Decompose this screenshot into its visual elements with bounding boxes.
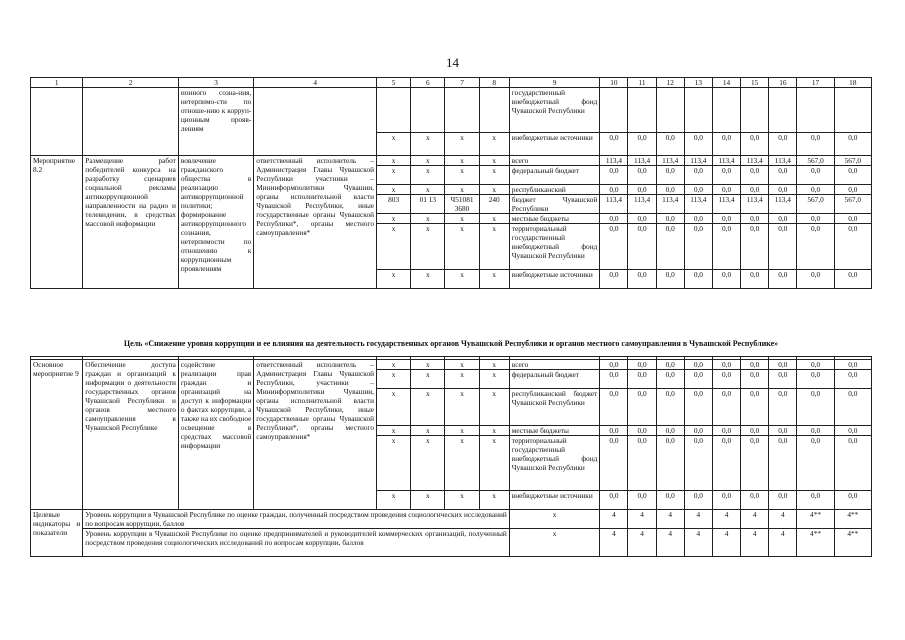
value-cell: 0,0: [628, 491, 656, 510]
measure-label: Мероприятие 8.2: [31, 156, 83, 289]
code-cell: x: [445, 436, 479, 491]
indicator-value: 4: [769, 510, 797, 529]
value-cell: 0,0: [769, 185, 797, 195]
measure-label: Основное мероприятие 9: [31, 360, 83, 510]
value-cell: 0,0: [628, 133, 656, 156]
value-cell: 113,4: [741, 156, 769, 166]
column-number: 14: [712, 78, 740, 88]
funding-source: федеральный бюджет: [509, 166, 600, 185]
value-cell: [628, 88, 656, 133]
code-cell: [445, 88, 479, 133]
value-cell: 0,0: [628, 214, 656, 224]
funding-source: республиканский бюджет Чувашской Республики: [509, 389, 600, 426]
value-cell: 0,0: [684, 224, 712, 270]
code-cell: x: [479, 389, 509, 426]
value-cell: 0,0: [628, 224, 656, 270]
value-cell: 0,0: [797, 389, 834, 426]
code-cell: x: [445, 166, 479, 185]
value-cell: 113,4: [600, 195, 628, 214]
code-cell: x: [479, 370, 509, 389]
value-cell: 0,0: [834, 133, 871, 156]
column-number: 2: [83, 78, 179, 88]
indicator-value: 4: [684, 510, 712, 529]
indicator-text: Уровень коррупции в Чувашской Республике по оценке граждан, полученный посредством проведения социологических исследований по вопросам коррупции, баллов: [83, 510, 510, 529]
column-number: 7: [445, 78, 479, 88]
value-cell: 0,0: [684, 389, 712, 426]
value-cell: 0,0: [628, 360, 656, 370]
code-cell: x: [411, 370, 445, 389]
funding-source: внебюджетные источники: [509, 491, 600, 510]
code-cell: x: [377, 214, 411, 224]
funding-source: всего: [509, 360, 600, 370]
value-cell: 0,0: [769, 214, 797, 224]
value-cell: 0,0: [712, 389, 740, 426]
code-cell: x: [445, 270, 479, 289]
value-cell: 113,4: [712, 195, 740, 214]
code-cell: x: [411, 224, 445, 270]
value-cell: 0,0: [600, 426, 628, 436]
value-cell: 0,0: [834, 436, 871, 491]
value-cell: 0,0: [834, 214, 871, 224]
value-cell: 0,0: [712, 185, 740, 195]
code-cell: x: [445, 133, 479, 156]
goal-heading: Цель «Снижение уровня коррупции и ее влияния на деятельность государственных органов Чувашской Республики и органов местного самоуправления в Чувашской Республике»: [123, 339, 779, 348]
code-cell: x: [377, 133, 411, 156]
column-number: 9: [509, 78, 600, 88]
indicator-value: 4: [769, 529, 797, 557]
value-cell: 0,0: [834, 491, 871, 510]
value-cell: 0,0: [656, 224, 684, 270]
code-cell: x: [445, 491, 479, 510]
indicator-value: 4: [656, 510, 684, 529]
funding-source: бюджет Чувашской Республики: [509, 195, 600, 214]
funding-source: внебюджетные источники: [509, 270, 600, 289]
code-cell: x: [411, 491, 445, 510]
value-cell: 0,0: [712, 436, 740, 491]
value-cell: 0,0: [656, 214, 684, 224]
value-cell: 113,4: [656, 156, 684, 166]
value-cell: 0,0: [769, 133, 797, 156]
value-cell: 567,0: [834, 156, 871, 166]
funding-source: республиканский: [509, 185, 600, 195]
empty-cell: [254, 88, 377, 156]
value-cell: 0,0: [712, 360, 740, 370]
value-cell: 0,0: [684, 185, 712, 195]
value-cell: 0,0: [797, 224, 834, 270]
value-cell: 0,0: [600, 224, 628, 270]
value-cell: 113,4: [769, 156, 797, 166]
budget-table-top: [30, 77, 872, 289]
code-cell: x: [411, 185, 445, 195]
measure-8-2-row: [31, 156, 872, 166]
indicator-value: 4: [712, 529, 740, 557]
column-number-row: [31, 78, 872, 88]
indicator-value: 4**: [834, 510, 871, 529]
value-cell: 0,0: [741, 436, 769, 491]
value-cell: 0,0: [684, 270, 712, 289]
value-cell: 0,0: [797, 370, 834, 389]
column-number: 4: [254, 78, 377, 88]
code-cell: x: [377, 156, 411, 166]
value-cell: 113,4: [684, 156, 712, 166]
column-number: 12: [656, 78, 684, 88]
column-number: 3: [178, 78, 253, 88]
code-cell: [411, 88, 445, 133]
value-cell: 0,0: [834, 370, 871, 389]
value-cell: 0,0: [741, 224, 769, 270]
value-cell: 0,0: [769, 360, 797, 370]
code-cell: x: [377, 370, 411, 389]
value-cell: 0,0: [712, 491, 740, 510]
value-cell: 0,0: [797, 491, 834, 510]
goal-text: ионного созна-ния, нетерпимо-сти по отноше-нию к корруп-ционным прояв-лениям: [178, 88, 253, 156]
value-cell: 0,0: [712, 426, 740, 436]
value-cell: 0,0: [769, 436, 797, 491]
code-cell: x: [377, 389, 411, 426]
value-cell: 113,4: [600, 156, 628, 166]
value-cell: 0,0: [684, 214, 712, 224]
funding-source: внебюджетные источники: [509, 133, 600, 156]
code-cell: x: [377, 360, 411, 370]
code-cell: x: [445, 360, 479, 370]
value-cell: 0,0: [741, 491, 769, 510]
code-cell: x: [479, 270, 509, 289]
value-cell: 0,0: [656, 185, 684, 195]
value-cell: [834, 88, 871, 133]
indicator-value: 4**: [834, 529, 871, 557]
value-cell: 0,0: [769, 270, 797, 289]
value-cell: 567,0: [797, 156, 834, 166]
code-cell: x: [445, 156, 479, 166]
value-cell: 0,0: [797, 436, 834, 491]
column-number: 6: [411, 78, 445, 88]
value-cell: 0,0: [712, 133, 740, 156]
value-cell: 0,0: [684, 436, 712, 491]
value-cell: 0,0: [769, 224, 797, 270]
value-cell: 0,0: [769, 491, 797, 510]
code-cell: x: [377, 185, 411, 195]
code-cell: [377, 88, 411, 133]
value-cell: 113,4: [741, 195, 769, 214]
value-cell: 0,0: [600, 370, 628, 389]
column-number: 10: [600, 78, 628, 88]
value-cell: 0,0: [741, 166, 769, 185]
value-cell: 0,0: [741, 370, 769, 389]
measure-name: Обеспечение доступа граждан и организаций к информации о деятельности государственных органов Чувашской Республики и органов местного самоуправления в Чувашской Республике: [83, 360, 179, 510]
value-cell: 0,0: [656, 389, 684, 426]
funding-source: местные бюджеты: [509, 214, 600, 224]
value-cell: 113,4: [684, 195, 712, 214]
code-cell: x: [445, 214, 479, 224]
value-cell: 0,0: [712, 214, 740, 224]
value-cell: 0,0: [769, 389, 797, 426]
code-cell: x: [445, 370, 479, 389]
value-cell: 0,0: [656, 360, 684, 370]
indicator-value: 4: [600, 510, 628, 529]
value-cell: 0,0: [656, 370, 684, 389]
value-cell: 0,0: [834, 185, 871, 195]
code-cell: x: [377, 426, 411, 436]
code-cell: [479, 88, 509, 133]
value-cell: 0,0: [600, 491, 628, 510]
value-cell: 0,0: [628, 389, 656, 426]
value-cell: [600, 88, 628, 133]
measure-name: Размещение работ победителей конкурса на разработку сценариев социальной рекламы антикоррупционной направленности на радио и телевидении, в средствах массовой информации: [83, 156, 179, 289]
value-cell: 567,0: [797, 195, 834, 214]
code-cell: x: [479, 185, 509, 195]
code-cell: x: [445, 426, 479, 436]
measure-executor: ответственный исполнитель – Администрация Главы Чувашской Республики, участники – Мининформполитики Чувашии, органы исполнительной власти Чувашской Республики, иные государственные органы Чувашской Республики*, органы местного самоуправления*: [254, 360, 377, 510]
code-cell: x: [411, 426, 445, 436]
column-number: 16: [769, 78, 797, 88]
value-cell: 0,0: [797, 133, 834, 156]
code-cell: x: [411, 270, 445, 289]
funding-source: всего: [509, 156, 600, 166]
value-cell: [656, 88, 684, 133]
code-cell: 01 13: [411, 195, 445, 214]
indicator-value: 4: [628, 510, 656, 529]
value-cell: 0,0: [712, 270, 740, 289]
value-cell: 0,0: [684, 166, 712, 185]
code-cell: x: [479, 436, 509, 491]
value-cell: 0,0: [656, 426, 684, 436]
value-cell: 0,0: [656, 166, 684, 185]
value-cell: 0,0: [600, 214, 628, 224]
value-cell: 0,0: [628, 370, 656, 389]
value-cell: 0,0: [834, 270, 871, 289]
value-cell: 0,0: [769, 166, 797, 185]
value-cell: 0,0: [741, 360, 769, 370]
code-cell: x: [479, 491, 509, 510]
code-cell: x: [479, 360, 509, 370]
code-cell: Ч51081 3680: [445, 195, 479, 214]
value-cell: 0,0: [741, 214, 769, 224]
value-cell: 0,0: [797, 270, 834, 289]
empty-cell: [31, 88, 83, 156]
value-cell: 567,0: [834, 195, 871, 214]
code-cell: x: [479, 426, 509, 436]
value-cell: 0,0: [600, 166, 628, 185]
funding-source: федеральный бюджет: [509, 370, 600, 389]
value-cell: 0,0: [741, 270, 769, 289]
indicator-value: 4: [712, 510, 740, 529]
value-cell: 0,0: [656, 270, 684, 289]
indicator-row: [31, 529, 872, 557]
column-number: 17: [797, 78, 834, 88]
indicator-unit: x: [509, 510, 600, 529]
code-cell: x: [445, 224, 479, 270]
code-cell: x: [479, 156, 509, 166]
value-cell: 0,0: [797, 185, 834, 195]
value-cell: 0,0: [600, 389, 628, 426]
value-cell: [741, 88, 769, 133]
indicator-text: Уровень коррупции в Чувашской Республике по оценке предпринимателей и руководителей коммерческих организаций, полученный посредством проведения социологических исследований по вопросам коррупции, баллов: [83, 529, 510, 557]
value-cell: 0,0: [628, 270, 656, 289]
measure-9-row: [31, 360, 872, 370]
code-cell: x: [411, 156, 445, 166]
value-cell: 113,4: [628, 195, 656, 214]
value-cell: 0,0: [684, 133, 712, 156]
funding-source: территориальный государственный внебюджетный фонд Чувашской Республики: [509, 436, 600, 491]
value-cell: 0,0: [628, 436, 656, 491]
value-cell: 0,0: [628, 185, 656, 195]
value-cell: 0,0: [741, 185, 769, 195]
code-cell: 240: [479, 195, 509, 214]
indicator-label: Целевые индикаторы и показатели: [31, 510, 83, 557]
value-cell: 0,0: [741, 426, 769, 436]
column-number: 18: [834, 78, 871, 88]
continuation-row: [31, 88, 872, 133]
funding-source: территориальный государственный внебюджетный фонд Чувашской Республики: [509, 224, 600, 270]
value-cell: 0,0: [600, 270, 628, 289]
value-cell: 113,4: [656, 195, 684, 214]
code-cell: x: [377, 436, 411, 491]
column-number: 11: [628, 78, 656, 88]
value-cell: 113,4: [628, 156, 656, 166]
indicator-value: 4: [684, 529, 712, 557]
value-cell: 0,0: [600, 133, 628, 156]
value-cell: 0,0: [797, 214, 834, 224]
value-cell: [797, 88, 834, 133]
value-cell: 0,0: [834, 389, 871, 426]
measure-goal: вовлечение гражданского общества в реализацию антикоррупционной политики; формирование антикоррупционного сознания, нетерпимости по отношению к коррупционным проявлениям: [178, 156, 253, 289]
code-cell: x: [479, 224, 509, 270]
code-cell: x: [445, 185, 479, 195]
code-cell: x: [479, 166, 509, 185]
value-cell: 0,0: [834, 360, 871, 370]
value-cell: 113,4: [769, 195, 797, 214]
funding-source: местные бюджеты: [509, 426, 600, 436]
value-cell: 0,0: [684, 491, 712, 510]
code-cell: x: [411, 166, 445, 185]
code-cell: 803: [377, 195, 411, 214]
indicator-value: 4: [741, 510, 769, 529]
code-cell: x: [411, 389, 445, 426]
column-number: 8: [479, 78, 509, 88]
measure-executor: ответственный исполнитель – Администрация Главы Чувашской Республики участники – Мининформполитики Чувашии, органы исполнительной власти Чувашской Республики, иные государственные органы Чувашской Республики*, органы местного самоуправления*: [254, 156, 377, 289]
value-cell: 0,0: [656, 436, 684, 491]
value-cell: 0,0: [600, 436, 628, 491]
value-cell: 0,0: [684, 426, 712, 436]
value-cell: 113,4: [712, 156, 740, 166]
code-cell: x: [411, 214, 445, 224]
indicator-value: 4**: [797, 529, 834, 557]
code-cell: x: [377, 491, 411, 510]
code-cell: x: [377, 270, 411, 289]
value-cell: 0,0: [834, 166, 871, 185]
column-number: 15: [741, 78, 769, 88]
value-cell: 0,0: [628, 426, 656, 436]
value-cell: [712, 88, 740, 133]
value-cell: 0,0: [741, 133, 769, 156]
value-cell: 0,0: [656, 133, 684, 156]
value-cell: 0,0: [797, 426, 834, 436]
code-cell: x: [377, 224, 411, 270]
code-cell: x: [445, 389, 479, 426]
measure-goal: содействие реализации прав граждан и организаций на доступ к информации о фактах коррупции, а также на их свободное освещение в средствах массовой информации: [178, 360, 253, 510]
indicator-value: 4**: [797, 510, 834, 529]
value-cell: 0,0: [834, 224, 871, 270]
indicator-value: 4: [656, 529, 684, 557]
value-cell: 0,0: [600, 185, 628, 195]
empty-cell: [83, 88, 179, 156]
column-number: 1: [31, 78, 83, 88]
budget-table-bottom: [30, 356, 872, 557]
page-number: 14: [446, 55, 459, 70]
value-cell: 0,0: [600, 360, 628, 370]
value-cell: 0,0: [684, 370, 712, 389]
column-number: 13: [684, 78, 712, 88]
value-cell: 0,0: [741, 389, 769, 426]
value-cell: 0,0: [797, 360, 834, 370]
value-cell: 0,0: [628, 166, 656, 185]
indicator-unit: x: [509, 529, 600, 557]
code-cell: x: [411, 436, 445, 491]
value-cell: 0,0: [712, 166, 740, 185]
indicator-value: 4: [741, 529, 769, 557]
value-cell: 0,0: [712, 370, 740, 389]
value-cell: [684, 88, 712, 133]
indicator-value: 4: [628, 529, 656, 557]
value-cell: 0,0: [797, 166, 834, 185]
funding-source: государственный внебюджетный фонд Чувашской Республики: [509, 88, 600, 133]
value-cell: 0,0: [834, 426, 871, 436]
value-cell: [769, 88, 797, 133]
value-cell: 0,0: [769, 426, 797, 436]
value-cell: 0,0: [712, 224, 740, 270]
value-cell: 0,0: [656, 491, 684, 510]
code-cell: x: [377, 166, 411, 185]
indicator-row: [31, 510, 872, 529]
value-cell: 0,0: [769, 370, 797, 389]
code-cell: x: [411, 133, 445, 156]
code-cell: x: [479, 133, 509, 156]
column-number: 5: [377, 78, 411, 88]
code-cell: x: [411, 360, 445, 370]
indicator-value: 4: [600, 529, 628, 557]
code-cell: x: [479, 214, 509, 224]
value-cell: 0,0: [684, 360, 712, 370]
